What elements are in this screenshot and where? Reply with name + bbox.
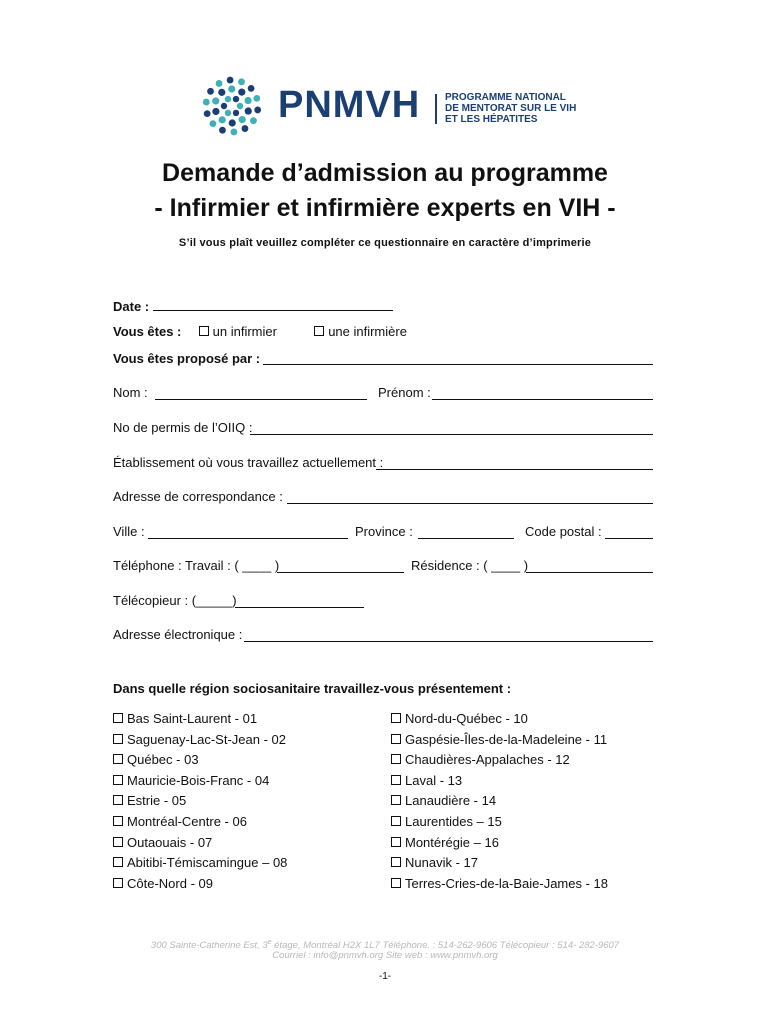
infirmier-checkbox[interactable]: [199, 326, 209, 336]
ville-label: Ville :: [113, 524, 145, 539]
code-postal-label: Code postal :: [525, 524, 602, 539]
logo-dot: [216, 80, 223, 87]
infirmiere-checkbox[interactable]: [314, 326, 324, 336]
region-option[interactable]: Nunavik - 17: [391, 853, 608, 874]
region-option[interactable]: Gaspésie-Îles-de-la-Madeleine - 11: [391, 730, 608, 751]
logo-dot: [225, 110, 231, 116]
etablissement-field[interactable]: [376, 457, 653, 470]
logo-dot: [242, 125, 249, 132]
ville-field[interactable]: [148, 526, 348, 539]
region-checkbox[interactable]: [113, 857, 123, 867]
logo-dot: [233, 96, 239, 102]
logo-dot: [233, 110, 239, 116]
etablissement-label: Établissement où vous travaillez actuellement :: [113, 455, 384, 470]
region-question: Dans quelle région sociosanitaire travaillez-vous présentement :: [113, 681, 512, 696]
logo-dot: [237, 103, 243, 109]
region-checkbox[interactable]: [113, 878, 123, 888]
vous-etes-label: Vous êtes :: [113, 324, 182, 339]
pnmvh-logo: [198, 72, 578, 142]
logo-dot: [245, 107, 252, 114]
logo-dot: [238, 89, 245, 96]
logo-dot: [229, 119, 236, 126]
region-list-right: [391, 709, 608, 894]
logo-wordmark: PNMVH: [278, 84, 421, 126]
logo-dot: [212, 97, 219, 104]
permis-field[interactable]: [250, 422, 653, 435]
logo-dot: [221, 103, 227, 109]
infirmiere-label: une infirmière: [328, 324, 407, 339]
region-option[interactable]: Québec - 03: [113, 750, 287, 771]
date-field[interactable]: [153, 298, 393, 311]
province-field[interactable]: [418, 526, 514, 539]
region-option[interactable]: Lanaudière - 14: [391, 791, 608, 812]
region-checkbox[interactable]: [113, 734, 123, 744]
region-checkbox[interactable]: [113, 713, 123, 723]
code-postal-field[interactable]: [605, 526, 653, 539]
region-option[interactable]: Abitibi-Témiscamingue – 08: [113, 853, 287, 874]
prenom-field[interactable]: [432, 387, 653, 400]
footer-address: 300 Sainte-Catherine Est, 3e étage, Montréal H2X 1L7 Téléphone. : 514-262-9606 Télécopieur : 514- 282-9607: [150, 939, 620, 952]
logo-dot: [239, 116, 246, 123]
logo-dot: [219, 116, 226, 123]
footer-contact: Courriel : info@pnmvh.org Site web : www.pnmvh.org: [272, 950, 498, 961]
region-list-left: [113, 709, 287, 894]
logo-dot: [238, 78, 245, 85]
region-option[interactable]: Laurentides – 15: [391, 812, 608, 833]
propose-par-label: Vous êtes proposé par :: [113, 351, 261, 366]
region-checkbox[interactable]: [391, 878, 401, 888]
propose-par-field[interactable]: [263, 352, 653, 365]
region-option[interactable]: Bas Saint-Laurent - 01: [113, 709, 287, 730]
logo-dot: [244, 97, 251, 104]
region-checkbox[interactable]: [391, 754, 401, 764]
province-label: Province :: [355, 524, 413, 539]
logo-dot: [210, 120, 217, 127]
logo-dot: [207, 88, 214, 95]
region-checkbox[interactable]: [113, 775, 123, 785]
logo-dot: [218, 89, 225, 96]
gender-row: [113, 324, 407, 339]
region-checkbox[interactable]: [391, 795, 401, 805]
residence-label: Résidence : ( ____ ): [411, 558, 529, 573]
region-option[interactable]: Mauricie-Bois-Franc - 04: [113, 771, 287, 792]
logo-dot: [227, 77, 234, 84]
adresse-field[interactable]: [287, 491, 653, 504]
infirmier-label: un infirmier: [212, 324, 277, 339]
courriel-field[interactable]: [244, 629, 653, 642]
region-option[interactable]: Saguenay-Lac-St-Jean - 02: [113, 730, 287, 751]
telephone-label: Téléphone : Travail : ( ____ ): [113, 558, 280, 573]
region-checkbox[interactable]: [391, 816, 401, 826]
region-checkbox[interactable]: [391, 775, 401, 785]
region-checkbox[interactable]: [113, 754, 123, 764]
logo-dot: [250, 117, 257, 124]
page-subtitle: S’il vous plaît veuillez compléter ce questionnaire en caractère d’imprimerie: [178, 237, 592, 249]
adresse-label: Adresse de correspondance :: [113, 489, 283, 504]
telecopieur-field[interactable]: [235, 595, 364, 608]
page-title-line1: Demande d’admission au programme: [162, 159, 608, 187]
region-checkbox[interactable]: [113, 816, 123, 826]
nom-field[interactable]: [155, 387, 367, 400]
region-option[interactable]: Nord-du-Québec - 10: [391, 709, 608, 730]
region-option[interactable]: Outaouais - 07: [113, 833, 287, 854]
logo-dot: [253, 95, 260, 102]
logo-dot: [212, 108, 219, 115]
telephone-residence-field[interactable]: [526, 560, 653, 573]
courriel-label: Adresse électronique :: [113, 627, 243, 642]
logo-dot: [228, 85, 235, 92]
page-number: -1-: [378, 971, 392, 982]
nom-label: Nom :: [113, 385, 148, 400]
logo-divider: [435, 94, 437, 124]
logo-dot: [203, 99, 210, 106]
region-option[interactable]: Estrie - 05: [113, 791, 287, 812]
logo-dot: [225, 96, 231, 102]
region-checkbox[interactable]: [113, 795, 123, 805]
date-row: [113, 298, 393, 314]
region-option[interactable]: Montérégie – 16: [391, 833, 608, 854]
region-checkbox[interactable]: [391, 857, 401, 867]
page-title-line2: - Infirmier et infirmière experts en VIH -: [154, 194, 616, 222]
region-option[interactable]: Laval - 13: [391, 771, 608, 792]
region-option[interactable]: Chaudières-Appalaches - 12: [391, 750, 608, 771]
permis-label: No de permis de l’OIIQ :: [113, 420, 253, 435]
logo-dot: [254, 107, 261, 114]
prenom-label: Prénom :: [378, 385, 431, 400]
propose-par-row: [113, 351, 260, 366]
logo-dot: [231, 129, 238, 136]
dots-logo-icon: [198, 72, 266, 140]
date-label: Date :: [113, 299, 150, 314]
region-option[interactable]: Terres-Cries-de-la-Baie-James - 18: [391, 874, 608, 895]
region-checkbox[interactable]: [391, 734, 401, 744]
telephone-travail-field[interactable]: [277, 560, 404, 573]
telecopieur-label: Télécopieur : (_____): [113, 593, 237, 608]
region-checkbox[interactable]: [391, 713, 401, 723]
logo-dot: [248, 85, 255, 92]
logo-tagline: PROGRAMME NATIONAL DE MENTORAT SUR LE VIH ET LES HÉPATITES: [445, 92, 577, 125]
region-checkbox[interactable]: [391, 837, 401, 847]
logo-dot: [219, 127, 226, 134]
region-option[interactable]: Montréal-Centre - 06: [113, 812, 287, 833]
region-checkbox[interactable]: [113, 837, 123, 847]
logo-dot: [204, 110, 211, 117]
region-option[interactable]: Côte-Nord - 09: [113, 874, 287, 895]
